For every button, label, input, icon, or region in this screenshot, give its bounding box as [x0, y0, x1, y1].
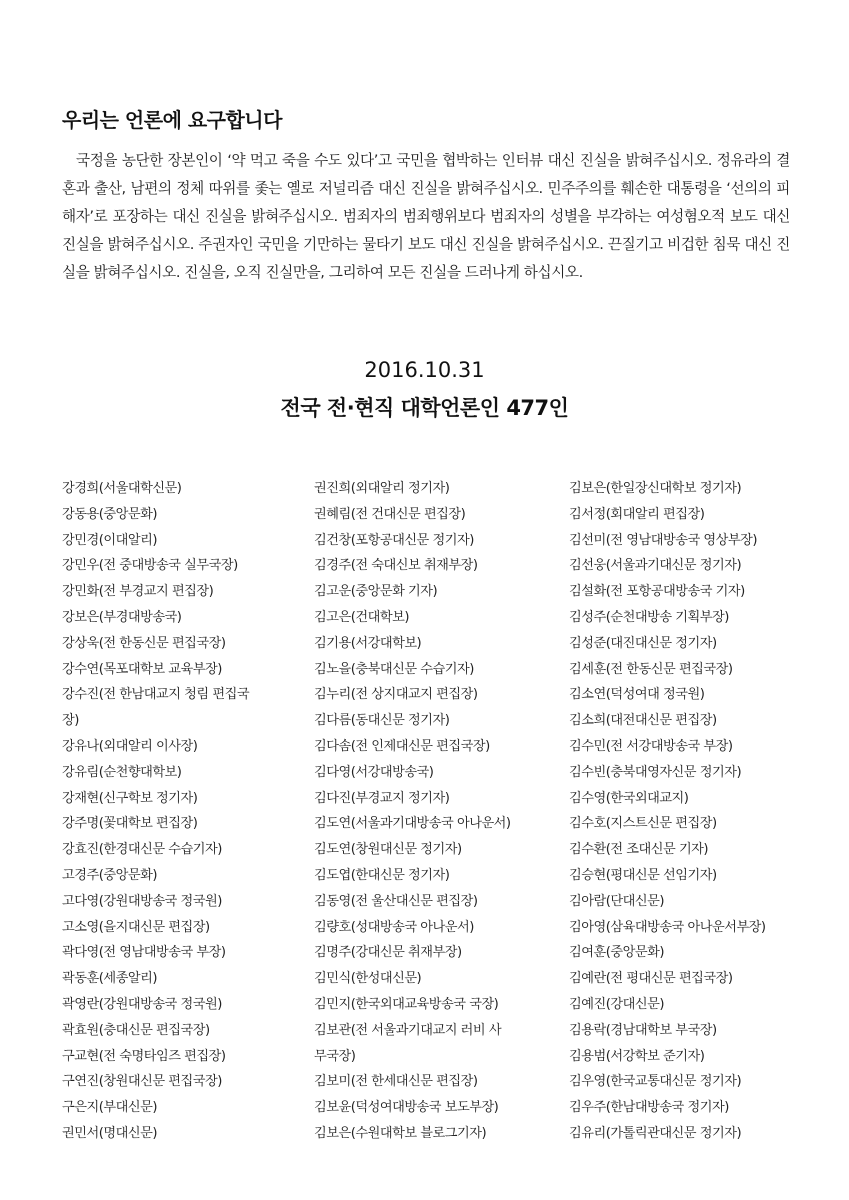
signatory-entry: 곽동훈(세종알리) — [62, 971, 157, 987]
statement-heading: 우리는 언론에 요구합니다 — [62, 108, 282, 132]
signatory-entry: 강재현(신구학보 정기자) — [62, 790, 198, 806]
signatory-entry: 고경주(중앙문화) — [62, 867, 157, 883]
signatory-entry: 장) — [62, 713, 79, 729]
signatory-entry: 강보은(부경대방송국) — [62, 609, 182, 625]
signatory-entry: 김아람(단대신문) — [569, 893, 664, 909]
signatory-entry: 곽영란(강원대방송국 정국원) — [62, 996, 222, 1012]
signatory-title: 전국 전·현직 대학언론인 477인 — [280, 396, 569, 420]
signatory-entry: 김고은(건대학보) — [314, 609, 409, 625]
signatory-entry: 김용락(경남대학보 부국장) — [569, 1022, 717, 1038]
signatory-column-1 — [62, 476, 294, 1147]
signatory-entry: 김도엽(한대신문 정기자) — [314, 867, 450, 883]
signatory-entry: 김보관(전 서울과기대교지 러비 사 — [314, 1022, 502, 1038]
signatory-entry: 강민화(전 부경교지 편집장) — [62, 584, 214, 600]
signatory-entry: 강주명(꽃대학보 편집장) — [62, 816, 198, 832]
signatory-entry: 김민식(한성대신문) — [314, 971, 422, 987]
signatory-entry: 강수진(전 한남대교지 청림 편집국 — [62, 687, 250, 703]
signatory-entry: 권민서(명대신문) — [62, 1125, 157, 1141]
signatory-entry: 김수영(한국외대교지) — [569, 790, 689, 806]
signatory-entry: 곽효원(충대신문 편집국장) — [62, 1022, 210, 1038]
signatory-entry: 강유림(순천향대학보) — [62, 764, 182, 780]
signatory-entry: 강민우(전 중대방송국 실무국장) — [62, 558, 238, 574]
signatory-entry: 김수호(지스트신문 편집장) — [569, 816, 717, 832]
signatory-entry: 김량호(성대방송국 아나운서) — [314, 919, 474, 935]
signatory-entry: 김누리(전 상지대교지 편집장) — [314, 687, 478, 703]
signatory-entry: 김보은(수원대학보 블로그기자) — [314, 1125, 487, 1141]
signatory-entry: 김예란(전 평대신문 편집국장) — [569, 971, 733, 987]
signatory-entry: 김명주(강대신문 취재부장) — [314, 945, 462, 961]
signatory-entry: 구연진(창원대신문 편집국장) — [62, 1074, 222, 1090]
signatory-entry: 김소희(대전대신문 편집장) — [569, 713, 717, 729]
signatory-entry: 김예진(강대신문) — [569, 996, 664, 1012]
signatory-entry: 김서정(회대알리 편집장) — [569, 506, 705, 522]
signatory-entry: 김다름(동대신문 정기자) — [314, 713, 450, 729]
signatory-entry: 김수빈(충북대영자신문 정기자) — [569, 764, 742, 780]
signatory-entry: 김설화(전 포항공대방송국 기자) — [569, 584, 745, 600]
signatory-entry: 김도연(창원대신문 정기자) — [314, 842, 462, 858]
signatory-entry: 김경주(전 숙대신보 취재부장) — [314, 558, 478, 574]
signatory-entry: 김고운(중앙문화 기자) — [314, 584, 438, 600]
signatory-entry: 강민경(이대알리) — [62, 532, 157, 548]
signatory-entry: 김선미(전 영남대방송국 영상부장) — [569, 532, 758, 548]
signatory-entry: 김수환(전 조대신문 기자) — [569, 842, 709, 858]
signatory-entry: 강효진(한경대신문 수습기자) — [62, 842, 222, 858]
signatory-entry: 김소연(덕성여대 정국원) — [569, 687, 705, 703]
signatory-column-2 — [314, 476, 546, 1147]
signatory-entry: 구은지(부대신문) — [62, 1100, 157, 1116]
signatory-column-3 — [569, 476, 809, 1147]
signatory-entry: 무국장) — [314, 1048, 356, 1064]
signatory-entry: 김민지(한국외대교육방송국 국장) — [314, 996, 499, 1012]
signatory-entry: 김승현(평대신문 선임기자) — [569, 867, 717, 883]
statement-body: 국정을 농단한 장본인이 ‘약 먹고 죽을 수도 있다’고 국민을 협박하는 인터뷰 대신 진실을 밝혀주십시오. 정유라의 결혼과 출산, 남편의 정체 따위를 좇는 옐로 저널리즘 대신 진실을 밝혀주십시오. 민주주의를 훼손한 대통령을 ‘선의의 피해자’로 포장하는 대신 진실을 밝혀주십시오. 범죄자의 범죄행위보다 범죄자의 성별을 부각하는 여성혐오적 보도 대신 진실을 밝혀주십시오. 주권자인 국민을 기만하는 물타기 보도 대신 진실을 밝혀주십시오. 끈질기고 비겁한 침묵 대신 진실을 밝혀주십시오. 진실을, 오직 진실만을, 그리하여 모든 진실을 드러나게 하십시오. — [62, 152, 790, 281]
signatory-entry: 강상욱(전 한동신문 편집국장) — [62, 635, 226, 651]
signatory-entry: 구교현(전 숙명타임즈 편집장) — [62, 1048, 226, 1064]
statement-date: 2016.10.31 — [364, 358, 485, 382]
signatory-entry: 김우주(한남대방송국 정기자) — [569, 1100, 729, 1116]
signatory-entry: 강경희(서울대학신문) — [62, 481, 182, 496]
signatory-entry: 김우영(한국교통대신문 정기자) — [569, 1074, 742, 1090]
signatory-entry: 곽다영(전 영남대방송국 부장) — [62, 945, 226, 961]
signatory-entry: 김보미(전 한세대신문 편집장) — [314, 1074, 478, 1090]
signatory-entry: 김성준(대진대신문 정기자) — [569, 635, 717, 651]
signatory-entry: 김유리(가톨릭관대신문 정기자) — [569, 1125, 742, 1141]
signatory-entry: 강수연(목포대학보 교육부장) — [62, 661, 222, 677]
signatory-entry: 김동영(전 울산대신문 편집장) — [314, 893, 478, 909]
signatory-entry: 고다영(강원대방송국 정국원) — [62, 893, 222, 909]
signatory-entry: 김기용(서강대학보) — [314, 635, 422, 651]
signatory-entry: 김다솜(전 인제대신문 편집국장) — [314, 738, 490, 754]
signatory-entry: 김보은(한일장신대학보 정기자) — [569, 481, 742, 496]
signatory-entry: 김노을(충북대신문 수습기자) — [314, 661, 474, 677]
signatory-entry: 김세훈(전 한동신문 편집국장) — [569, 661, 733, 677]
signatory-entry: 김성주(순천대방송 기획부장) — [569, 609, 729, 625]
signatory-entry: 김다진(부경교지 정기자) — [314, 790, 450, 806]
signatory-entry: 고소영(을지대신문 편집장) — [62, 919, 210, 935]
signatory-entry: 권혜림(전 건대신문 편집장) — [314, 506, 466, 522]
signatory-entry: 김수민(전 서강대방송국 부장) — [569, 738, 733, 754]
signatory-entry: 김보윤(덕성여대방송국 보도부장) — [314, 1100, 499, 1116]
signatory-entry: 김건창(포항공대신문 정기자) — [314, 532, 474, 548]
signatory-entry: 권진희(외대알리 정기자) — [314, 481, 450, 496]
signatory-entry: 김도연(서울과기대방송국 아나운서) — [314, 816, 511, 832]
signatory-entry: 김아영(삼육대방송국 아나운서부장) — [569, 919, 766, 935]
signatory-entry: 강동용(중앙문화) — [62, 506, 157, 522]
signatory-entry: 김다영(서강대방송국) — [314, 764, 434, 780]
signatory-entry: 김선웅(서울과기대신문 정기자) — [569, 558, 742, 574]
signatory-entry: 김여훈(중앙문화) — [569, 945, 664, 961]
signatory-entry: 김용범(서강학보 준기자) — [569, 1048, 705, 1064]
signatory-entry: 강유나(외대알리 이사장) — [62, 738, 198, 754]
